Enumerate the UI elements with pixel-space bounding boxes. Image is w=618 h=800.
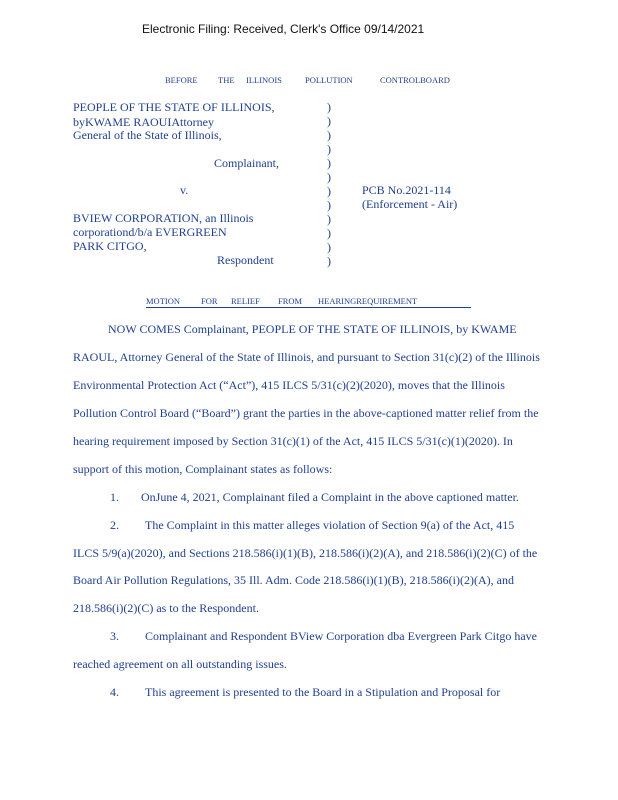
body-line: Environmental Protection Act (“Act”), 415 ILCS 5/31(c)(2)(2020), moves that the Illinois <box>73 378 505 392</box>
motion-title-word: HEARINGREQUIREMENT <box>318 296 418 306</box>
caption-paren: ) <box>327 114 331 128</box>
body-line: NOW COMES Complainant, PEOPLE OF THE STATE OF ILLINOIS, by KWAME <box>108 322 517 336</box>
heading-word: THE <box>218 75 235 85</box>
item-line: OnJune 4, 2021, Complainant filed a Complaint in the above captioned matter. <box>141 490 519 504</box>
heading-word: ILLINOIS <box>246 75 282 85</box>
item-line: 218.586(i)(2)(C) as to the Respondent. <box>73 601 259 615</box>
plaintiff-line: byKWAME RAOUIAttorney <box>73 115 214 129</box>
item-line: Board Air Pollution Regulations, 35 Ill. Adm. Code 218.586(i)(1)(B), 218.586(i)(2)(A), and <box>73 573 514 587</box>
motion-title-word: FROM <box>278 296 303 306</box>
item-number: 1. <box>110 490 119 504</box>
body-line: hearing requirement imposed by Section 31(c)(1) of the Act, 415 ILCS 5/31(c)(1)(2020). In <box>73 434 513 448</box>
item-number: 3. <box>110 629 119 643</box>
item-line: Complainant and Respondent BView Corporation dba Evergreen Park Citgo have <box>145 629 537 643</box>
plaintiff-line: PEOPLE OF THE STATE OF ILLINOIS, <box>73 100 275 114</box>
body-line: support of this motion, Complainant states as follows: <box>73 462 333 476</box>
caption-paren: ) <box>327 184 331 198</box>
caption-paren: ) <box>327 100 331 114</box>
motion-title-word: FOR <box>201 296 218 306</box>
body-line: RAOUL, Attorney General of the State of Illinois, and pursuant to Section 31(c)(2) of the Illinois <box>73 350 540 364</box>
caption-paren: ) <box>327 226 331 240</box>
item-line: This agreement is presented to the Board in a Stipulation and Proposal for <box>145 685 501 699</box>
item-line: ILCS 5/9(a)(2020), and Sections 218.586(i)(1)(B), 218.586(i)(2)(A), and 218.586(i)(2)(C) of the <box>73 546 538 560</box>
item-number: 4. <box>110 685 119 699</box>
item-line: reached agreement on all outstanding issues. <box>73 657 287 671</box>
heading-word: CONTROLBOARD <box>380 75 450 85</box>
caption-paren: ) <box>327 170 331 184</box>
caption-paren: ) <box>327 198 331 212</box>
efiling-stamp: Electronic Filing: Received, Clerk's Office 09/14/2021 <box>142 22 425 36</box>
case-number: PCB No.2021-114 <box>362 183 451 197</box>
motion-title-word: MOTION <box>146 296 180 306</box>
body-line: Pollution Control Board (“Board”) grant the parties in the above-captioned matter relief from the <box>73 406 539 420</box>
heading-word: BEFORE <box>165 75 198 85</box>
caption-paren: ) <box>327 254 331 268</box>
item-number: 2. <box>110 518 119 532</box>
motion-title-word: RELIEF <box>231 296 260 306</box>
defendant-line: PARK CITGO, <box>73 239 147 253</box>
case-type: (Enforcement - Air) <box>362 197 458 211</box>
defendant-line: BVIEW CORPORATION, an Illinois <box>73 211 254 225</box>
plaintiff-line: General of the State of Illinois, <box>73 128 222 142</box>
caption-paren: ) <box>327 142 331 156</box>
caption-paren: ) <box>327 240 331 254</box>
caption-paren: ) <box>327 128 331 142</box>
caption-paren: ) <box>327 156 331 170</box>
item-line: The Complaint in this matter alleges violation of Section 9(a) of the Act, 415 <box>145 518 515 532</box>
respondent-label: Respondent <box>217 253 274 267</box>
versus-label: v. <box>180 183 189 197</box>
heading-word: POLLUTION <box>305 75 353 85</box>
caption-paren: ) <box>327 212 331 226</box>
complainant-label: Complainant, <box>214 156 279 170</box>
defendant-line: corporationd/b/a EVERGREEN <box>73 225 227 239</box>
motion-title-underline <box>146 307 471 308</box>
